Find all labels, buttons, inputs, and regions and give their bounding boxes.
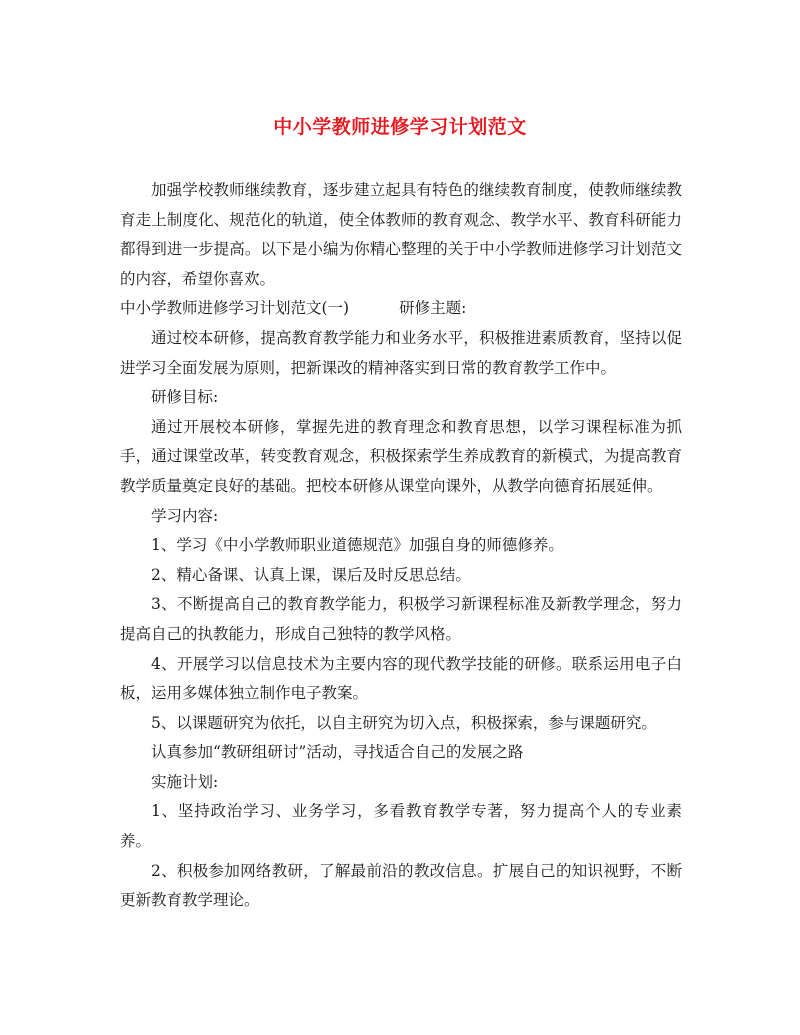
theme-heading: 研修主题:	[399, 299, 467, 318]
intro-paragraph: 加强学校教师继续教育，逐步建立起具有特色的继续教育制度，使教师继续教育走上制度化、规范化的轨道，使全体教师的教育观念、教学水平、教育科研能力都得到进一步提高。以下是小编为你精心整理的关于中小学教师进修学习计划范文的内容，希望你喜欢。	[120, 181, 682, 288]
goal-heading: 研修目标:	[151, 388, 219, 407]
content-item: 5、以课题研究为依托，以自主研究为切入点，积极探索，参与课题研究。	[151, 713, 657, 732]
activity-paragraph: 认真参加“教研组研讨”活动，寻找适合自己的发展之路	[151, 743, 524, 762]
plan-heading: 实施计划:	[151, 772, 219, 791]
section-label: 中小学教师进修学习计划范文(一)	[120, 299, 350, 318]
plan-item: 1、坚持政治学习、业务学习，多看教育教学专著，努力提高个人的专业素养。	[120, 802, 682, 851]
content-item: 4、开展学习以信息技术为主要内容的现代教学技能的研修。联系运用电子白板，运用多媒体独立制作电子教案。	[120, 654, 682, 703]
document-title: 中小学教师进修学习计划范文	[273, 116, 527, 138]
document-body	[120, 176, 682, 916]
section-label-line	[120, 294, 682, 324]
content-item: 1、学习《中小学教师职业道德规范》加强自身的师德修养。	[151, 536, 564, 555]
plan-item: 2、积极参加网络教研，了解最前沿的教改信息。扩展自己的知识视野，不断更新教育教学理论。	[120, 861, 682, 910]
content-heading: 学习内容:	[151, 506, 219, 525]
content-item: 2、精心备课、认真上课，课后及时反思总结。	[151, 565, 471, 584]
goal-paragraph: 通过开展校本研修，掌握先进的教育理念和教育思想，以学习课程标准为抓手，通过课堂改革，转变教育观念，积极探索学生养成教育的新模式，为提高教育教学质量奠定良好的基础。把校本研修从课堂向课外，从教学向德育拓展延伸。	[120, 417, 682, 495]
theme-paragraph: 通过校本研修，提高教育教学能力和业务水平，积极推进素质教育，坚持以促进学习全面发展为原则，把新课改的精神落实到日常的教育教学工作中。	[120, 328, 682, 377]
content-item: 3、不断提高自己的教育教学能力，积极学习新课程标准及新教学理念，努力提高自己的执教能力，形成自己独特的教学风格。	[120, 595, 682, 643]
